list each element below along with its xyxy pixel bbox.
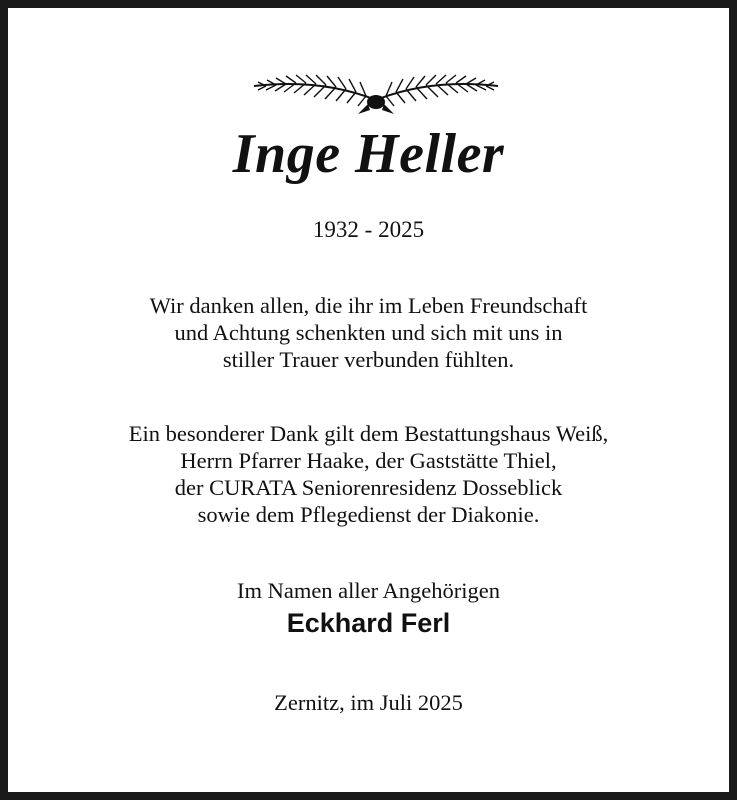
place-and-date: Zernitz, im Juli 2025 bbox=[274, 690, 463, 715]
special-thanks-line: der CURATA Seniorenresidenz Dosseblick bbox=[174, 475, 563, 500]
special-thanks-paragraph bbox=[8, 420, 729, 528]
special-thanks-line: Ein besonderer Dank gilt dem Bestattungshaus Weiß, bbox=[128, 421, 609, 446]
palm-branches-icon bbox=[246, 70, 506, 116]
on-behalf-line: Im Namen aller Angehörigen bbox=[236, 578, 501, 603]
thanks-line: und Achtung schenkten und sich mit uns in bbox=[174, 320, 563, 345]
thanks-paragraph bbox=[8, 292, 729, 373]
thanks-line: Wir danken allen, die ihr im Leben Freundschaft bbox=[149, 293, 588, 318]
life-years: 1932 - 2025 bbox=[312, 217, 425, 242]
deceased-name: Inge Heller bbox=[232, 123, 505, 185]
special-thanks-line: sowie dem Pflegedienst der Diakonie. bbox=[197, 502, 540, 527]
signer-name: Eckhard Ferl bbox=[286, 608, 451, 638]
thanks-line: stiller Trauer verbunden fühlten. bbox=[222, 347, 515, 372]
special-thanks-line: Herrn Pfarrer Haake, der Gaststätte Thiel, bbox=[180, 448, 557, 473]
